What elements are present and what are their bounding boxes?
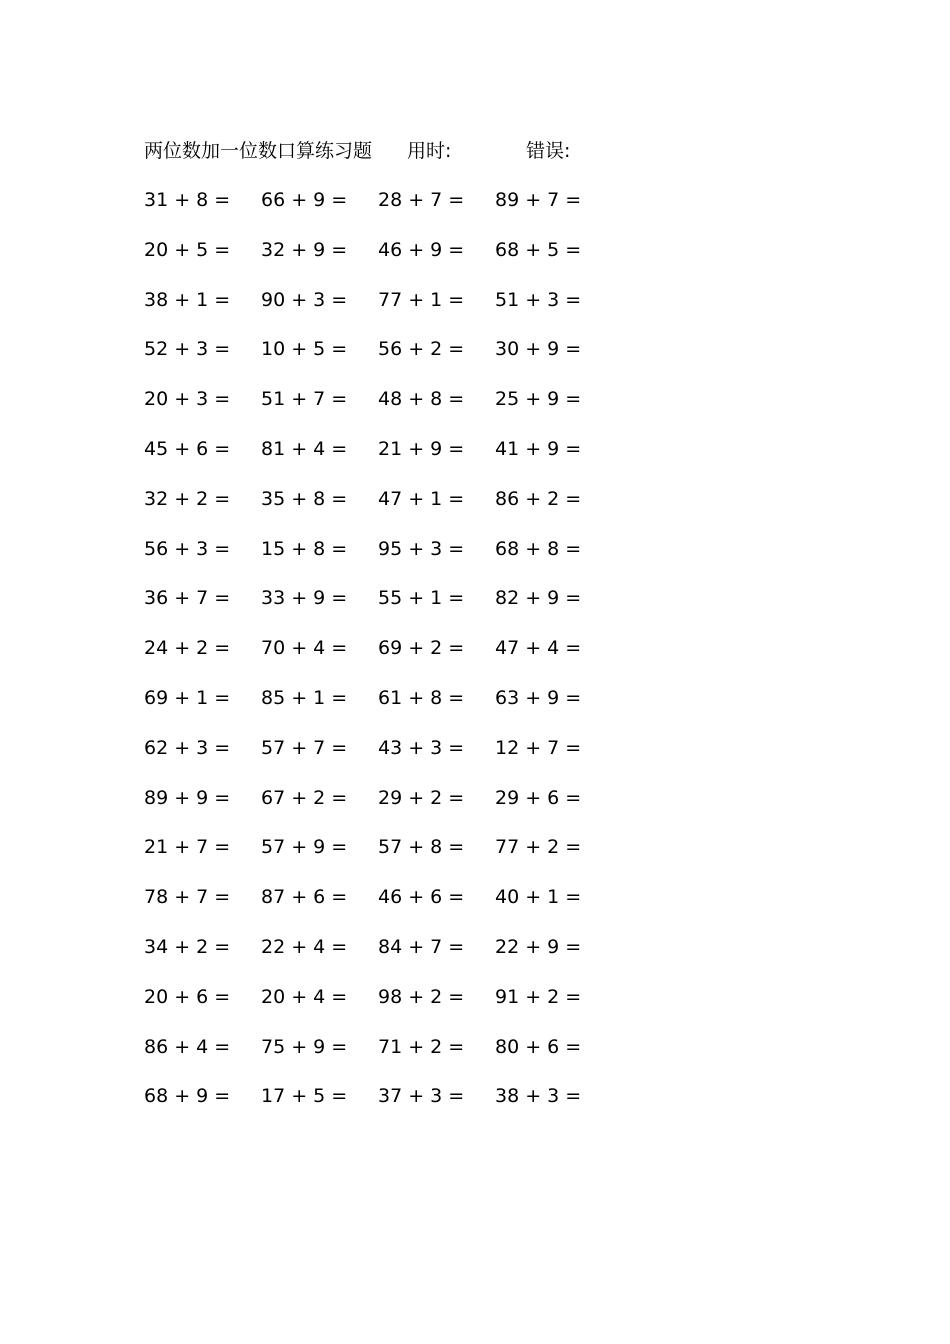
problem-item: 75 + 9 =: [261, 1035, 348, 1058]
problem-item: 68 + 9 =: [144, 1085, 231, 1108]
problem-item: 70 + 4 =: [261, 637, 348, 660]
problem-item: 38 + 3 =: [495, 1085, 582, 1108]
problem-item: 80 + 6 =: [495, 1035, 582, 1058]
problem-item: 85 + 1 =: [261, 686, 348, 709]
problem-row: [144, 983, 614, 1033]
problem-item: 56 + 3 =: [144, 537, 231, 560]
problem-item: 86 + 2 =: [495, 487, 582, 510]
problem-item: 71 + 2 =: [378, 1035, 465, 1058]
problem-row: [144, 784, 614, 834]
problem-item: 38 + 1 =: [144, 288, 231, 311]
problem-item: 33 + 9 =: [261, 587, 348, 610]
problem-item: 81 + 4 =: [261, 437, 348, 460]
problem-item: 37 + 3 =: [378, 1085, 465, 1108]
problem-item: 24 + 2 =: [144, 637, 231, 660]
problem-item: 63 + 9 =: [495, 686, 582, 709]
problem-item: 55 + 1 =: [378, 587, 465, 610]
problem-item: 20 + 5 =: [144, 238, 231, 261]
problem-item: 48 + 8 =: [378, 388, 465, 411]
problem-item: 22 + 9 =: [495, 935, 582, 958]
problem-row: [144, 634, 614, 684]
problem-item: 61 + 8 =: [378, 686, 465, 709]
problem-item: 20 + 4 =: [261, 985, 348, 1008]
problem-item: 68 + 5 =: [495, 238, 582, 261]
problem-row: [144, 286, 614, 336]
worksheet-title: 两位数加一位数口算练习题: [144, 140, 373, 162]
problem-item: 46 + 6 =: [378, 886, 465, 909]
problem-item: 47 + 4 =: [495, 637, 582, 660]
problem-item: 17 + 5 =: [261, 1085, 348, 1108]
problem-row: [144, 1033, 614, 1083]
problem-item: 95 + 3 =: [378, 537, 465, 560]
problem-item: 29 + 2 =: [378, 786, 465, 809]
problem-item: 84 + 7 =: [378, 935, 465, 958]
problem-item: 87 + 6 =: [261, 886, 348, 909]
problem-row: [144, 1082, 614, 1132]
problem-item: 56 + 2 =: [378, 338, 465, 361]
problem-row: [144, 734, 614, 784]
problem-row: [144, 335, 614, 385]
problem-item: 10 + 5 =: [261, 338, 348, 361]
problem-item: 28 + 7 =: [378, 189, 465, 211]
problem-item: 68 + 8 =: [495, 537, 582, 560]
problem-item: 25 + 9 =: [495, 388, 582, 411]
problem-item: 20 + 6 =: [144, 985, 231, 1008]
problem-item: 40 + 1 =: [495, 886, 582, 909]
problem-item: 12 + 7 =: [495, 736, 582, 759]
problem-item: 78 + 7 =: [144, 886, 231, 909]
problem-item: 22 + 4 =: [261, 935, 348, 958]
problem-item: 46 + 9 =: [378, 238, 465, 261]
problem-item: 47 + 1 =: [378, 487, 465, 510]
problem-row: [144, 385, 614, 435]
time-used-label: 用时:: [407, 140, 452, 162]
problem-item: 69 + 2 =: [378, 637, 465, 660]
problem-row: [144, 684, 614, 734]
problem-item: 41 + 9 =: [495, 437, 582, 460]
problem-item: 62 + 3 =: [144, 736, 231, 759]
problem-grid: [144, 186, 614, 1132]
problem-item: 21 + 9 =: [378, 437, 465, 460]
problem-item: 67 + 2 =: [261, 786, 348, 809]
problem-row: [144, 485, 614, 535]
problem-item: 69 + 1 =: [144, 686, 231, 709]
problem-item: 91 + 2 =: [495, 985, 582, 1008]
problem-row: [144, 435, 614, 485]
problem-item: 15 + 8 =: [261, 537, 348, 560]
problem-item: 32 + 2 =: [144, 487, 231, 510]
problem-item: 20 + 3 =: [144, 388, 231, 411]
problem-item: 34 + 2 =: [144, 935, 231, 958]
problem-item: 82 + 9 =: [495, 587, 582, 610]
problem-item: 57 + 8 =: [378, 836, 465, 859]
problem-item: 30 + 9 =: [495, 338, 582, 361]
problem-row: [144, 186, 614, 236]
problem-item: 36 + 7 =: [144, 587, 231, 610]
problem-item: 21 + 7 =: [144, 836, 231, 859]
problem-row: [144, 236, 614, 286]
problem-item: 51 + 7 =: [261, 388, 348, 411]
errors-label: 错误:: [526, 140, 571, 162]
problem-item: 77 + 1 =: [378, 288, 465, 311]
problem-item: 86 + 4 =: [144, 1035, 231, 1058]
problem-item: 29 + 6 =: [495, 786, 582, 809]
problem-item: 57 + 9 =: [261, 836, 348, 859]
problem-row: [144, 883, 614, 933]
problem-row: [144, 833, 614, 883]
problem-item: 35 + 8 =: [261, 487, 348, 510]
problem-item: 51 + 3 =: [495, 288, 582, 311]
problem-item: 31 + 8 =: [144, 189, 231, 211]
problem-item: 90 + 3 =: [261, 288, 348, 311]
problem-item: 45 + 6 =: [144, 437, 231, 460]
problem-item: 89 + 9 =: [144, 786, 231, 809]
problem-item: 52 + 3 =: [144, 338, 231, 361]
problem-row: [144, 584, 614, 634]
problem-item: 32 + 9 =: [261, 238, 348, 261]
problem-item: 43 + 3 =: [378, 736, 465, 759]
problem-item: 89 + 7 =: [495, 189, 582, 211]
problem-item: 77 + 2 =: [495, 836, 582, 859]
problem-item: 66 + 9 =: [261, 189, 348, 211]
problem-item: 57 + 7 =: [261, 736, 348, 759]
problem-item: 98 + 2 =: [378, 985, 465, 1008]
problem-row: [144, 535, 614, 585]
problem-row: [144, 933, 614, 983]
